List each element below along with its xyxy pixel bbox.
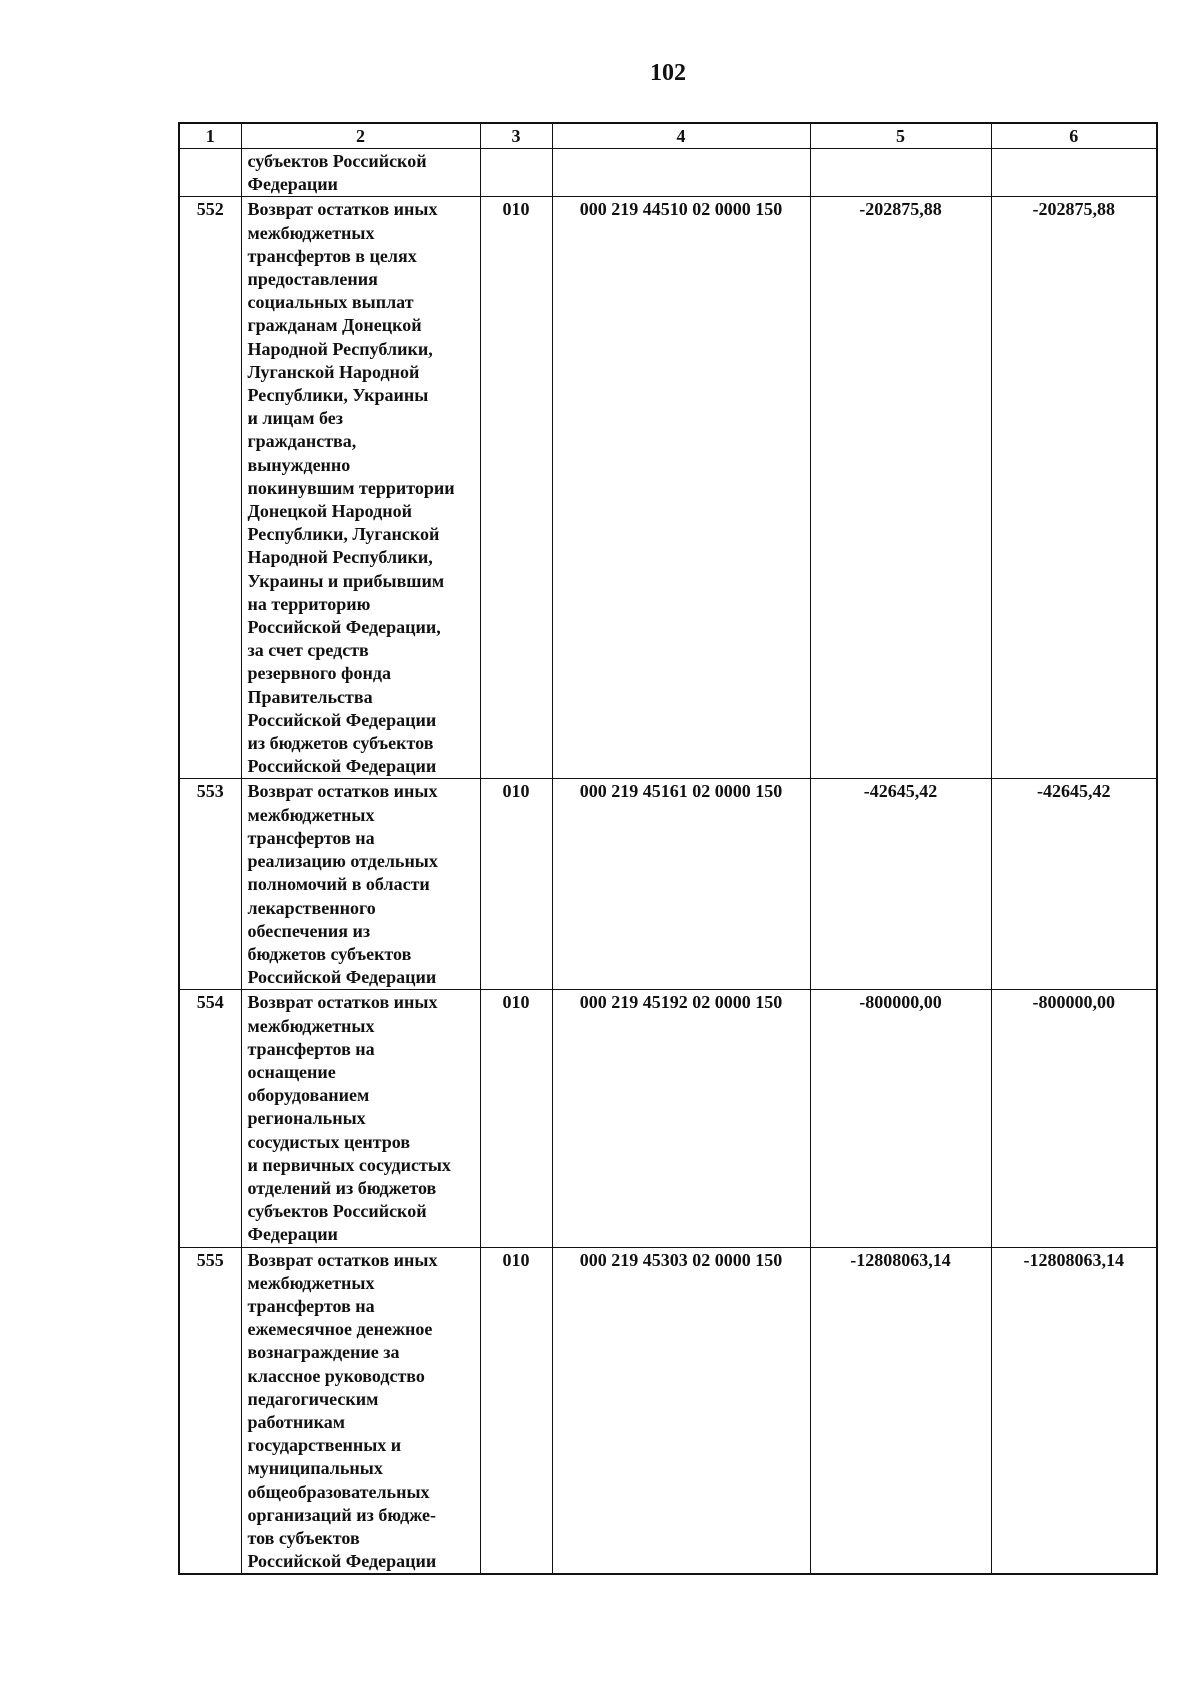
row-name: субъектов Российской Федерации	[241, 149, 480, 197]
table-row	[179, 990, 1157, 1247]
table-row-continuation	[179, 149, 1157, 197]
row-code: 000 219 45192 02 0000 150	[552, 990, 810, 1247]
row-amount-5: -12808063,14	[810, 1247, 991, 1574]
row-number: 553	[179, 779, 241, 990]
row-name: Возврат остатков иных межбюджетных трансфертов на оснащение оборудованием региональных сосудистых центров и первичных сосудистых отделений из бюджетов субъектов Российской Федерации	[241, 990, 480, 1247]
row-name: Возврат остатков иных межбюджетных трансфертов в целях предоставления социальных выплат гражданам Донецкой Народной Республики, Луганской Народной Республики, Украины и лицам без гражданства, вынужденно покинувшим территории Донецкой Народной Республики, Луганской Народной Республики, Украины и прибывшим на территорию Российской Федерации, за счет средств резервного фонда Правительства Российской Федерации из бюджетов субъектов Российской Федерации	[241, 197, 480, 779]
row-number: 554	[179, 990, 241, 1247]
column-header-2: 2	[241, 123, 480, 149]
row-code: 000 219 45161 02 0000 150	[552, 779, 810, 990]
row-amount-5: -42645,42	[810, 779, 991, 990]
row-number: 552	[179, 197, 241, 779]
table-row	[179, 1247, 1157, 1574]
row-amount-5: -800000,00	[810, 990, 991, 1247]
row-amount-6: -800000,00	[991, 990, 1157, 1247]
table-header	[179, 123, 1157, 149]
budget-table	[178, 122, 1158, 1575]
row-amount-6: -202875,88	[991, 197, 1157, 779]
row-code: 000 219 45303 02 0000 150	[552, 1247, 810, 1574]
row-number: 555	[179, 1247, 241, 1574]
column-header-1: 1	[179, 123, 241, 149]
column-header-6: 6	[991, 123, 1157, 149]
row-amount-5	[810, 149, 991, 197]
row-number	[179, 149, 241, 197]
row-amount-5: -202875,88	[810, 197, 991, 779]
row-section: 010	[480, 779, 552, 990]
row-amount-6: -42645,42	[991, 779, 1157, 990]
page-number: 102	[650, 60, 686, 86]
row-code: 000 219 44510 02 0000 150	[552, 197, 810, 779]
row-amount-6: -12808063,14	[991, 1247, 1157, 1574]
table-row	[179, 197, 1157, 779]
row-amount-6	[991, 149, 1157, 197]
row-section: 010	[480, 1247, 552, 1574]
row-section: 010	[480, 197, 552, 779]
table-body	[179, 149, 1157, 1575]
column-header-5: 5	[810, 123, 991, 149]
table-row	[179, 779, 1157, 990]
column-header-3: 3	[480, 123, 552, 149]
row-section: 010	[480, 990, 552, 1247]
row-code	[552, 149, 810, 197]
row-name: Возврат остатков иных межбюджетных трансфертов на ежемесячное денежное вознаграждение за классное руководство педагогическим работникам государственных и муниципальных общеобразовательных организаций из бюдже- тов субъектов Российской Федерации	[241, 1247, 480, 1574]
row-section	[480, 149, 552, 197]
row-name: Возврат остатков иных межбюджетных трансфертов на реализацию отдельных полномочий в области лекарственного обеспечения из бюджетов субъектов Российской Федерации	[241, 779, 480, 990]
column-header-4: 4	[552, 123, 810, 149]
header-row	[179, 123, 1157, 149]
